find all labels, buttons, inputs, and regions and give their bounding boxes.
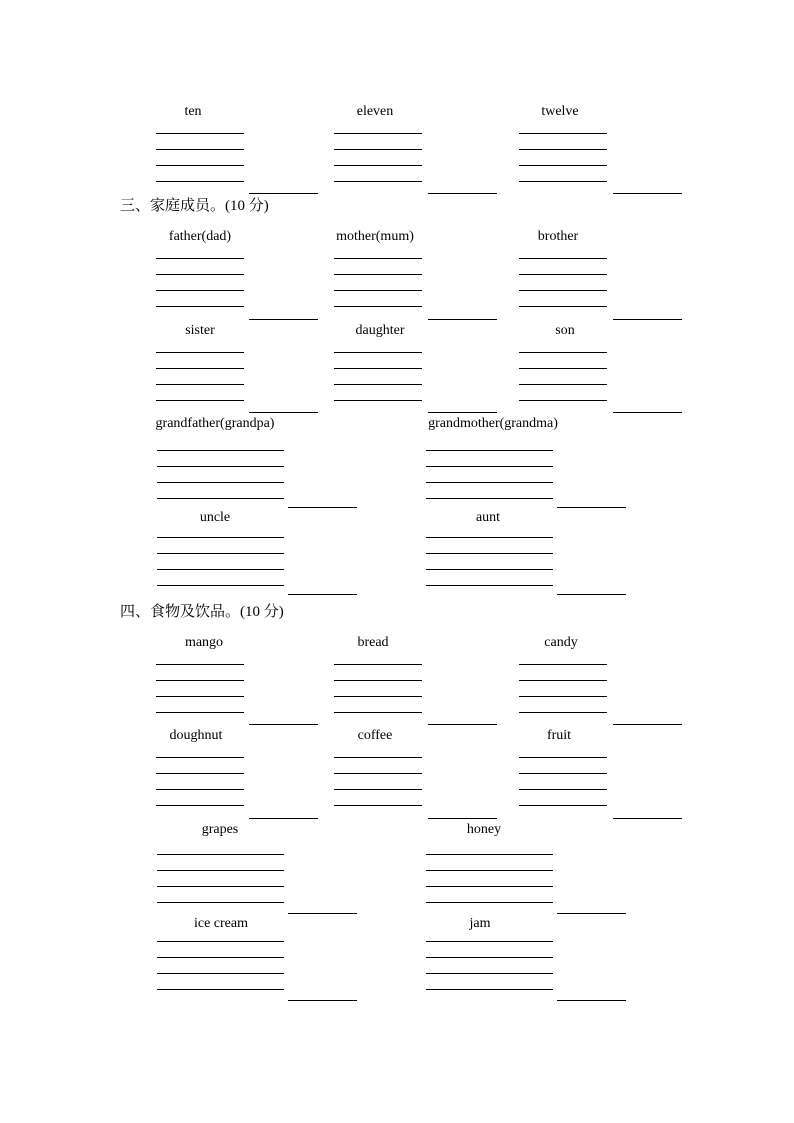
writing-guide-line	[156, 133, 244, 134]
vocab-word-fruit: fruit	[546, 728, 572, 743]
writing-guide-line	[157, 973, 284, 974]
writing-guide-line	[519, 274, 607, 275]
answer-line	[428, 319, 497, 320]
writing-guide-line	[426, 941, 553, 942]
answer-line	[249, 193, 318, 194]
answer-line	[613, 319, 682, 320]
writing-guide-line	[426, 450, 553, 451]
writing-guide-line	[334, 757, 422, 758]
writing-guide-line	[334, 258, 422, 259]
writing-guide-line	[157, 498, 284, 499]
writing-guide-line	[156, 306, 244, 307]
writing-guide-line	[519, 149, 607, 150]
writing-guide-line	[426, 569, 553, 570]
writing-guide-line	[156, 400, 244, 401]
writing-guide-line	[426, 854, 553, 855]
writing-guide-line	[156, 384, 244, 385]
vocab-word-doughnut: doughnut	[169, 728, 223, 743]
writing-guide-line	[519, 712, 607, 713]
writing-guide-line	[334, 384, 422, 385]
writing-guide-line	[334, 773, 422, 774]
writing-guide-line	[157, 957, 284, 958]
writing-guide-line	[157, 466, 284, 467]
writing-guide-line	[519, 290, 607, 291]
answer-line	[428, 412, 497, 413]
answer-line	[557, 913, 626, 914]
section-heading-family: 三、家庭成员。(10 分)	[120, 198, 269, 214]
writing-guide-line	[426, 870, 553, 871]
vocab-word-jam: jam	[469, 916, 491, 931]
answer-line	[557, 507, 626, 508]
writing-guide-line	[334, 181, 422, 182]
vocab-word-grapes: grapes	[201, 822, 239, 837]
writing-guide-line	[156, 352, 244, 353]
writing-guide-line	[157, 553, 284, 554]
answer-line	[249, 412, 318, 413]
vocab-word-honey: honey	[466, 822, 502, 837]
writing-guide-line	[334, 805, 422, 806]
writing-guide-line	[334, 712, 422, 713]
writing-guide-line	[426, 957, 553, 958]
writing-guide-line	[334, 680, 422, 681]
vocab-word-grandfather: grandfather(grandpa)	[155, 416, 275, 431]
answer-line	[428, 818, 497, 819]
vocab-word-son: son	[555, 323, 575, 338]
answer-line	[557, 594, 626, 595]
writing-guide-line	[156, 757, 244, 758]
answer-line	[288, 1000, 357, 1001]
answer-line	[288, 594, 357, 595]
writing-guide-line	[519, 181, 607, 182]
answer-line	[249, 724, 318, 725]
vocab-word-bread: bread	[357, 635, 389, 650]
writing-guide-line	[157, 870, 284, 871]
writing-guide-line	[334, 789, 422, 790]
writing-guide-line	[156, 165, 244, 166]
writing-guide-line	[334, 696, 422, 697]
writing-guide-line	[426, 973, 553, 974]
vocab-word-candy: candy	[544, 635, 578, 650]
writing-guide-line	[156, 181, 244, 182]
writing-guide-line	[426, 466, 553, 467]
answer-line	[613, 818, 682, 819]
writing-guide-line	[157, 854, 284, 855]
answer-line	[288, 913, 357, 914]
writing-guide-line	[426, 498, 553, 499]
writing-guide-line	[519, 664, 607, 665]
vocab-word-brother: brother	[537, 229, 579, 244]
writing-guide-line	[157, 482, 284, 483]
vocab-word-sister: sister	[185, 323, 215, 338]
writing-guide-line	[334, 149, 422, 150]
writing-guide-line	[426, 989, 553, 990]
writing-guide-line	[426, 553, 553, 554]
writing-guide-line	[156, 805, 244, 806]
answer-line	[428, 193, 497, 194]
section-heading-food: 四、食物及饮品。(10 分)	[120, 604, 284, 620]
answer-line	[613, 193, 682, 194]
writing-guide-line	[334, 368, 422, 369]
writing-guide-line	[334, 306, 422, 307]
answer-line	[428, 724, 497, 725]
writing-guide-line	[156, 368, 244, 369]
vocab-word-twelve: twelve	[541, 104, 579, 119]
writing-guide-line	[157, 585, 284, 586]
writing-guide-line	[426, 482, 553, 483]
writing-guide-line	[426, 537, 553, 538]
writing-guide-line	[334, 352, 422, 353]
writing-guide-line	[519, 133, 607, 134]
writing-guide-line	[157, 569, 284, 570]
writing-guide-line	[334, 400, 422, 401]
writing-guide-line	[519, 258, 607, 259]
writing-guide-line	[334, 165, 422, 166]
writing-guide-line	[334, 290, 422, 291]
writing-guide-line	[334, 664, 422, 665]
writing-guide-line	[157, 537, 284, 538]
writing-guide-line	[519, 789, 607, 790]
writing-guide-line	[157, 886, 284, 887]
vocab-word-aunt: aunt	[475, 510, 501, 525]
writing-guide-line	[519, 306, 607, 307]
vocab-word-daughter: daughter	[355, 323, 405, 338]
writing-guide-line	[519, 384, 607, 385]
answer-line	[557, 1000, 626, 1001]
writing-guide-line	[156, 664, 244, 665]
writing-guide-line	[519, 368, 607, 369]
writing-guide-line	[519, 757, 607, 758]
writing-guide-line	[157, 989, 284, 990]
vocab-word-ice-cream: ice cream	[193, 916, 248, 931]
writing-guide-line	[157, 902, 284, 903]
writing-guide-line	[156, 712, 244, 713]
writing-guide-line	[157, 450, 284, 451]
vocab-word-grandmother: grandmother(grandma)	[428, 416, 558, 431]
writing-guide-line	[334, 133, 422, 134]
vocab-word-mango: mango	[184, 635, 224, 650]
writing-guide-line	[519, 680, 607, 681]
writing-guide-line	[519, 773, 607, 774]
writing-guide-line	[426, 902, 553, 903]
writing-guide-line	[519, 696, 607, 697]
answer-line	[613, 412, 682, 413]
writing-guide-line	[519, 352, 607, 353]
writing-guide-line	[426, 585, 553, 586]
answer-line	[249, 818, 318, 819]
writing-guide-line	[334, 274, 422, 275]
writing-guide-line	[519, 165, 607, 166]
writing-guide-line	[426, 886, 553, 887]
vocab-word-mother: mother(mum)	[336, 229, 414, 244]
writing-guide-line	[156, 696, 244, 697]
answer-line	[613, 724, 682, 725]
vocab-word-eleven: eleven	[356, 104, 394, 119]
vocab-word-coffee: coffee	[357, 728, 393, 743]
writing-guide-line	[156, 290, 244, 291]
vocab-word-father: father(dad)	[168, 229, 232, 244]
writing-guide-line	[156, 258, 244, 259]
writing-guide-line	[519, 400, 607, 401]
answer-line	[288, 507, 357, 508]
vocab-word-uncle: uncle	[199, 510, 231, 525]
writing-guide-line	[156, 773, 244, 774]
writing-guide-line	[156, 789, 244, 790]
writing-guide-line	[156, 149, 244, 150]
writing-guide-line	[157, 941, 284, 942]
writing-guide-line	[156, 680, 244, 681]
writing-guide-line	[519, 805, 607, 806]
writing-guide-line	[156, 274, 244, 275]
answer-line	[249, 319, 318, 320]
vocab-word-ten: ten	[184, 104, 202, 119]
